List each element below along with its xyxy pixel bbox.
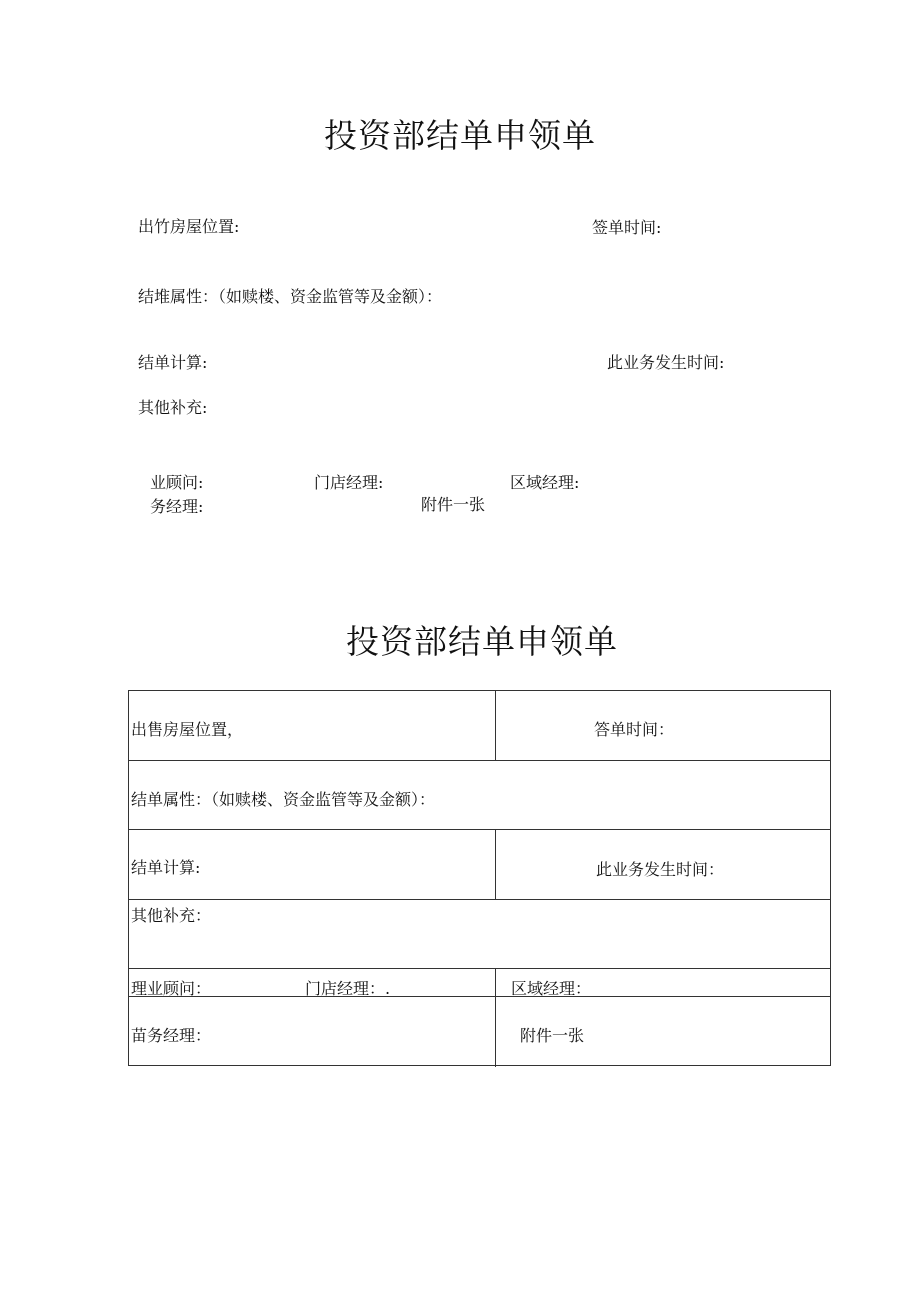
form1-sign-time-label: 签单时间: (592, 218, 662, 237)
row-divider (129, 968, 830, 969)
form2-biz-manager-label: 苗务经理： (131, 1026, 212, 1045)
form1-biz-manager-label: 务经理: (150, 497, 204, 516)
form1-other-label: 其他补充: (138, 398, 208, 417)
form1-biz-time-label: 此业务发生时间: (607, 353, 725, 372)
form2-other-label: 其他补充： (131, 906, 212, 925)
row-divider (129, 829, 830, 830)
form1-location-label: 出竹房屋位置: (138, 217, 240, 236)
form1-title: 投资部结单申领单 (324, 116, 596, 155)
form2-calc-label: 结单计算: (131, 858, 201, 877)
form2-consultant-label: 理业顾问： (131, 979, 212, 998)
column-divider (495, 691, 496, 760)
column-divider (495, 968, 496, 1067)
row-divider (129, 996, 830, 997)
form2-title: 投资部结单申领单 (346, 622, 618, 661)
form2-property-label: 结单属性：（如赎楼、资金监管等及金额）： (131, 790, 436, 809)
form1-property-label: 结堆属性：（如赎楼、资金监管等及金额）： (138, 287, 443, 306)
row-divider (129, 760, 830, 761)
form2-biz-time-label: 此业务发生时间： (596, 860, 725, 879)
form2-region-manager-label: 区域经理： (511, 979, 592, 998)
form1-store-manager-label: 门店经理: (314, 473, 384, 492)
form2-table (128, 690, 831, 1066)
form1-attachment-label: 附件一张 (421, 495, 486, 514)
form2-attachment-label: 附件一张 (520, 1026, 585, 1045)
form2-location-label: 出售房屋位置， (131, 720, 244, 739)
form1-region-manager-label: 区域经理: (510, 473, 580, 492)
row-divider (129, 899, 830, 900)
form1-calc-label: 结单计算: (138, 353, 208, 372)
form2-store-manager-label: 门店经理：. (305, 979, 391, 998)
form1-consultant-label: 业顾问: (150, 473, 204, 492)
form2-sign-time-label: 答单时间： (594, 720, 675, 739)
column-divider (495, 829, 496, 899)
